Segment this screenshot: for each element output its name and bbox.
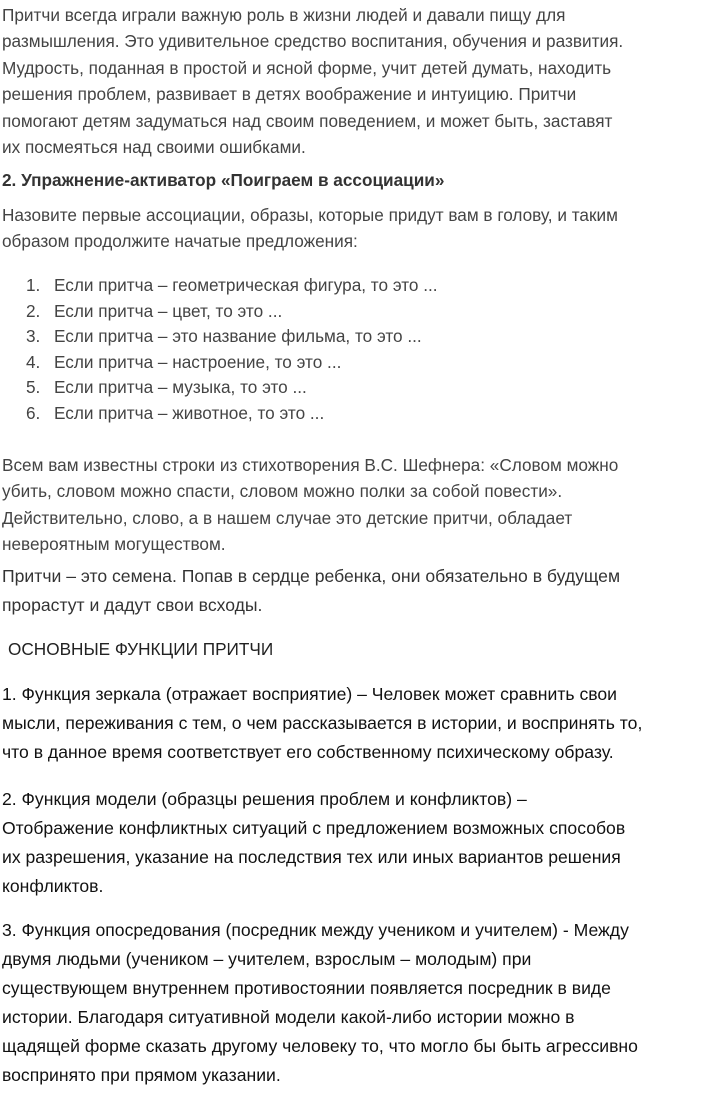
list-item <box>0 350 438 376</box>
quote-line: убить, словом можно спасти, словом можно полки за собой повести». <box>2 481 563 502</box>
list-number: 2. <box>26 300 41 321</box>
function-line: двумя людьми (учеником – учителем, взрослым – молодым) при <box>2 949 532 969</box>
function-line: Отображение конфликтных ситуаций с предложением возможных способов <box>2 818 626 838</box>
function-mirror-paragraph <box>2 680 700 767</box>
function-line: щадящей форме сказать другому человеку то, что могло бы быть агрессивно <box>2 1036 638 1056</box>
list-text: Если притча – животное, то это ... <box>54 402 325 423</box>
function-line: воспринято при прямом указании. <box>2 1065 281 1085</box>
function-mediation-paragraph <box>2 916 700 1090</box>
list-text: Если притча – это название фильма, то это ... <box>54 326 422 347</box>
list-number: 6. <box>26 402 41 423</box>
list-text: Если притча – музыка, то это ... <box>54 377 307 398</box>
list-item <box>0 324 438 350</box>
list-number: 3. <box>26 326 41 347</box>
function-line: 2. Функция модели (образцы решения проблем и конфликтов) – <box>2 789 527 809</box>
list-item <box>0 375 438 401</box>
exercise-heading: 2. Упражнение-активатор «Поиграем в ассоциации» <box>2 170 445 190</box>
intro-line: Мудрость, поданная в простой и ясной форме, учит детей думать, находить <box>2 57 612 78</box>
function-line: истории. Благодаря ситуативной модели какой-либо истории можно в <box>2 1007 575 1027</box>
list-text: Если притча – цвет, то это ... <box>54 300 283 321</box>
list-item <box>0 273 438 299</box>
intro-line: решения проблем, развивает в детях воображение и интуицию. Притчи <box>2 84 577 105</box>
function-line: конфликтов. <box>2 876 104 896</box>
function-line: 1. Функция зеркала (отражает восприятие) – Человек может сравнить свои <box>2 684 618 704</box>
function-line: мысли, переживания с тем, о чем рассказывается в истории, и воспринять то, <box>2 713 643 733</box>
association-list <box>0 273 438 427</box>
quote-paragraph <box>2 452 700 558</box>
list-number: 1. <box>26 275 41 295</box>
quote-line: невероятным могуществом. <box>2 534 226 555</box>
instruction-line: образом продолжите начатые предложения: <box>2 231 358 252</box>
list-text: Если притча – настроение, то это ... <box>54 351 342 372</box>
function-line: что в данное время соответствует его собственному психическому образу. <box>2 742 614 762</box>
exercise-instruction <box>2 202 700 255</box>
function-model-paragraph <box>2 785 700 901</box>
list-number: 5. <box>26 377 41 398</box>
list-item <box>0 401 438 427</box>
list-number: 4. <box>26 351 41 372</box>
list-text: Если притча – геометрическая фигура, то это ... <box>54 275 438 295</box>
intro-line: Притчи всегда играли важную роль в жизни людей и давали пищу для <box>2 5 566 25</box>
instruction-line: Назовите первые ассоциации, образы, которые придут вам в голову, и таким <box>2 205 618 225</box>
function-line: 3. Функция опосредования (посредник между учеником и учителем) - Между <box>2 920 629 940</box>
list-item <box>0 299 438 325</box>
seeds-line: прорастут и дадут свои всходы. <box>2 595 263 615</box>
intro-line: помогают детям задуматься над своим поведением, и может быть, заставят <box>2 110 613 131</box>
function-line: существующем внутреннем противостоянии появляется посредник в виде <box>2 978 611 998</box>
intro-line: их посмеяться над своими ошибками. <box>2 137 306 158</box>
quote-line: Действительно, слово, а в нашем случае это детские притчи, обладает <box>2 507 573 528</box>
functions-heading: ОСНОВНЫЕ ФУНКЦИИ ПРИТЧИ <box>8 639 274 659</box>
intro-line: размышления. Это удивительное средство воспитания, обучения и развития. <box>2 31 624 52</box>
seeds-line: Притчи – это семена. Попав в сердце ребенка, они обязательно в будущем <box>2 566 621 586</box>
quote-line: Всем вам известны строки из стихотворения В.С. Шефнера: «Словом можно <box>2 455 619 475</box>
function-line: их разрешения, указание на последствия тех или иных вариантов решения <box>2 847 621 867</box>
seeds-paragraph <box>2 562 700 620</box>
intro-paragraph <box>2 2 700 160</box>
